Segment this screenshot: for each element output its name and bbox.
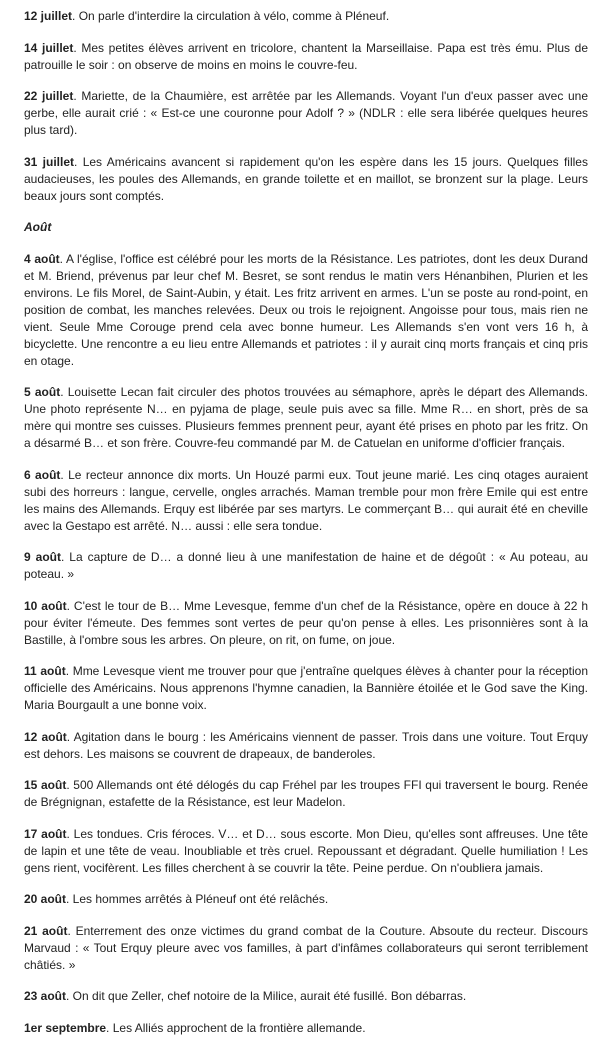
entry-text: . On parle d'interdire la circulation à vélo, comme à Pléneuf. <box>72 9 390 23</box>
entry-date: 22 juillet <box>24 89 74 103</box>
entry-date: 15 août <box>24 778 67 792</box>
entry-date: 6 août <box>24 467 61 482</box>
entry-text: . On dit que Zeller, chef notoire de la Milice, aurait été fusillé. Bon débarras. <box>66 989 467 1003</box>
journal-entry <box>24 826 588 877</box>
section-title-aout: Août <box>24 220 52 234</box>
entry-text: . Mes petites élèves arrivent en tricolore, chantent la Marseillaise. Papa est très ému. Plus de patrouille le soir : on observe de moins en moins le couvre-feu. <box>24 40 588 72</box>
entry-text: . Louisette Lecan fait circuler des photos trouvées au sémaphore, après le départ des Allemands. Une photo représente N… en pyjama de plage, seule puis avec sa fille. Mme R… en short, près de sa mère qui montre ses cuisses. Plusieurs femmes prennent peur, ayant été prises en photo par les fritz. On a désarmé B… et son frère. Couvre-feu commandé par M. de Catuelan en uniforme d'officier français. <box>24 385 589 450</box>
journal-entry <box>24 663 588 714</box>
entry-text: . La capture de D… a donné lieu à une manifestation de haine et de dégoût : « Au poteau, au poteau. » <box>24 550 589 581</box>
journal-entry <box>24 891 588 908</box>
entry-date: 12 août <box>24 729 67 744</box>
entries-july <box>24 8 588 205</box>
journal-entry <box>24 384 588 452</box>
entry-date: 4 août <box>24 251 60 266</box>
entry-date: 12 juillet <box>24 9 73 23</box>
entry-date: 9 août <box>24 550 61 564</box>
entry-date: 5 août <box>24 385 61 399</box>
journal-entry <box>24 549 588 583</box>
journal-entry <box>24 1020 588 1037</box>
journal-entry <box>24 88 588 139</box>
entry-text: . Les Américains avancent si rapidement qu'on les espère dans les 15 jours. Quelques filles audacieuses, les poules des Allemands, en grande toilette et en maillot, se bronzent sur la plage. Leurs beaux jours sont comptés. <box>24 154 588 203</box>
entry-text: . Les tondues. Cris féroces. V… et D… sous escorte. Mon Dieu, qu'elles sont affreuses. Une tête de lapin et une tête de veau. Inoubliable et très cruel. Repoussant et dégradant. Quelle humiliation ! Les gens rient, vocifèrent. Les filles cherchent à se couvrir la tête. Peine perdue. On n'oubliera jamais. <box>24 826 589 875</box>
entry-date: 10 août <box>24 598 67 613</box>
journal-entry <box>24 8 588 25</box>
entry-text: . Le recteur annonce dix morts. Un Houzé parmi eux. Tout jeune marié. Les cinq otages auraient subi des horreurs : langue, cervelle, ongles arrachés. Maman tremble pour mon frère Emile qui est entre les mains des Allemands. Erquy est libérée par ses martyrs. Le commerçant B… qui aurait été en cheville avec la Gestapo est arrêté. N… aussi : elle sera tondue. <box>24 467 589 533</box>
entry-text: . Les hommes arrêtés à Pléneuf ont été relâchés. <box>66 892 329 906</box>
entry-text: . Les Alliés approchent de la frontière allemande. <box>106 1020 366 1035</box>
entry-date: 31 juillet <box>24 154 75 169</box>
entry-date: 1er septembre <box>24 1020 107 1035</box>
journal-entry <box>24 923 588 974</box>
journal-entry <box>24 598 588 649</box>
entry-date: 21 août <box>24 923 68 938</box>
journal-entry <box>24 251 588 370</box>
journal-entry <box>24 154 588 205</box>
entry-text: . Agitation dans le bourg : les Américains viennent de passer. Trois dans une voiture. Tout Erquy est dehors. Les maisons se couvrent de drapeaux, de banderoles. <box>24 729 588 761</box>
entry-text: . 500 Allemands ont été délogés du cap Fréhel par les troupes FFI qui traversent le bourg. Renée de Brégnignan, estafette de la Résistance, est leur Madelon. <box>24 778 588 809</box>
entry-date: 20 août <box>24 892 67 906</box>
entry-text: . Mme Levesque vient me trouver pour que j'entraîne quelques élèves à chanter pour la réception officielle des Américains. Nous apprenons l'hymne canadien, la Bannière étoilée et le God save the King. Maria Bourgault a une bonne voix. <box>24 664 588 712</box>
journal-entry <box>24 729 588 763</box>
entry-text: . Mariette, de la Chaumière, est arrêtée par les Allemands. Voyant l'un d'eux passer avec une gerbe, elle aurait crié : « Est-ce une couronne pour Adolf ? » (NDLR : elle sera libérée quelques heures plus tard). <box>24 89 588 137</box>
journal-entry <box>24 988 588 1005</box>
entry-text: . C'est le tour de B… Mme Levesque, femme d'un chef de la Résistance, opère en douce à 22 h pour éviter l'émeute. Des femmes sont vertes de peur qu'on pense à elles. Les prisonnières sont à la Bastille, à l'ombre sous les arbres. On pleure, on rit, on fume, on joue. <box>24 598 588 647</box>
entry-text: . Enterrement des onze victimes du grand combat de la Couture. Absoute du recteur. Discours Marvaud : « Tout Erquy pleure avec vos familles, à part d'infâmes collaborateurs qui seront terriblement châtiés. » <box>24 923 589 972</box>
entry-date: 11 août <box>24 664 66 678</box>
journal-entry <box>24 777 588 811</box>
entry-date: 14 juillet <box>24 40 74 55</box>
entry-date: 23 août <box>24 989 67 1003</box>
journal-entry <box>24 40 588 74</box>
entry-date: 17 août <box>24 826 67 841</box>
entry-text: . A l'église, l'office est célébré pour les morts de la Résistance. Les patriotes, dont les deux Durand et M. Briend, prévenus par leur chef M. Besret, se sont rendus le matin vers Hénanbihen, Plurien et les environs. Le fils Morel, de Saint-Aubin, y était. Les fritz arrivent en armes. L'un se poste au rond-point, en position de combat, les manches relevées. Deux ou trois le rejoignent. Angoisse pour tous, mais rien ne vient. Seule Mme Corouge prend cela avec bonne humeur. Les Allemands s'en vont vers 16 h, à bicyclette. Une rencontre a eu lieu entre Allemands et patriotes : il y aurait cinq morts français et cinq pris en otage. <box>24 251 588 368</box>
entries-august <box>24 251 588 1037</box>
journal-entry <box>24 467 588 535</box>
